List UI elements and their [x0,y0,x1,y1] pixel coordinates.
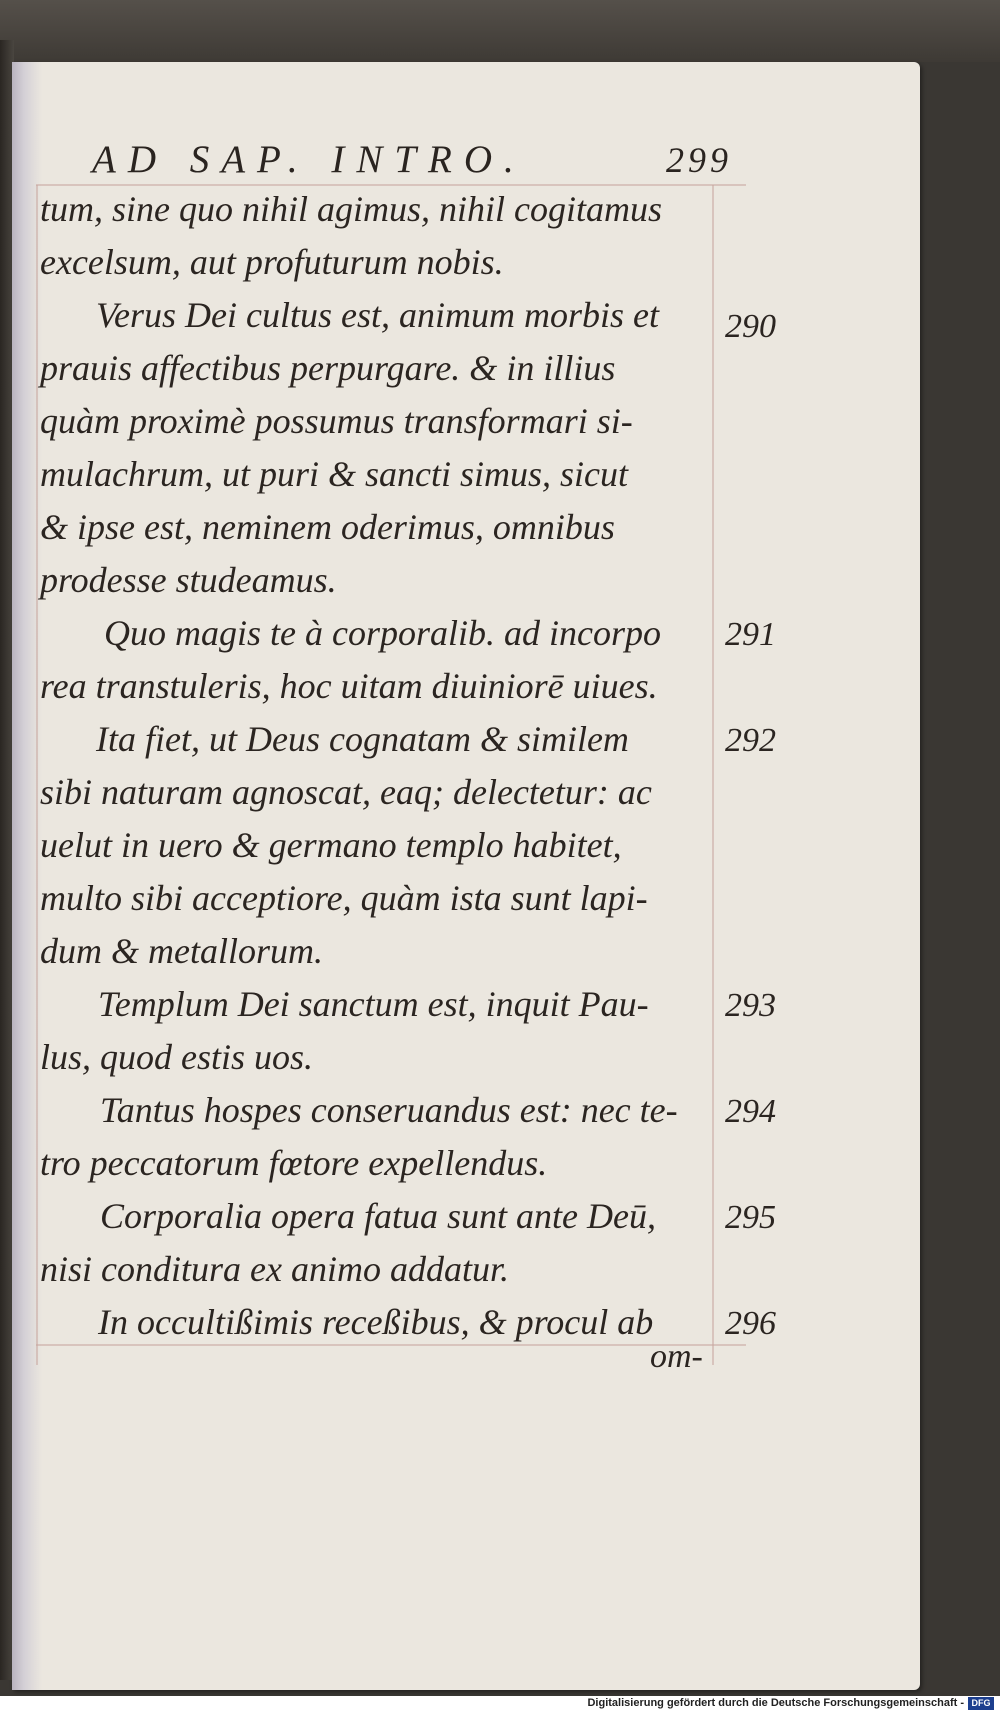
text-line: lus, quod estis uos. [40,1037,314,1077]
text-line: Verus Dei cultus est, animum morbis et [96,295,659,335]
text-line: In occultißimis receßibus, & procul ab [98,1302,654,1342]
dfg-logo: DFG [968,1697,994,1710]
page-header [92,137,732,187]
text-line: & ipse est, neminem oderimus, omnibus [40,507,615,547]
text-line: tro peccatorum fœtore expellendus. [40,1143,548,1183]
text-line: Corporalia opera fatua sunt ante Deū, [100,1196,656,1236]
text-line: Tantus hospes conseruandus est: nec te- [100,1090,678,1130]
text-line: quàm proximè possumus transformari si- [40,401,633,441]
ruling-vertical-right [712,185,714,1365]
text-line: Quo magis te à corporalib. ad incorpo [104,613,661,653]
ruling-vertical-left [36,185,38,1365]
text-line: nisi conditura ex animo addatur. [40,1249,509,1289]
text-line: multo sibi acceptiore, quàm ista sunt lapi- [40,878,648,918]
running-title: AD SAP. INTRO. [92,138,526,181]
catchword: om- [650,1338,703,1375]
text-line: prodesse studeamus. [40,560,337,600]
text-line: rea transtuleris, hoc uitam diuiniorē uiues. [40,666,658,706]
page-number: 299 [666,140,732,180]
text-line: prauis affectibus perpurgare. & in illius [40,348,616,388]
margin-number: 296 [725,1305,776,1342]
book-cover-edge [0,0,1000,62]
margin-number: 293 [725,987,776,1024]
footer-credit: Digitalisierung gefördert durch die Deutsche Forschungsgemeinschaft - [587,1697,964,1709]
margin-number: 294 [725,1093,776,1130]
ruling-horizontal-bottom [36,1344,746,1346]
text-line: excelsum, aut profuturum nobis. [40,242,504,282]
text-line: sibi naturam agnoscat, eaq; delectetur: ac [40,772,652,812]
margin-number: 292 [725,722,776,759]
margin-number: 291 [725,616,776,653]
text-line: Ita fiet, ut Deus cognatam & similem [96,719,629,759]
text-line: Templum Dei sanctum est, inquit Pau- [98,984,649,1024]
text-line: uelut in uero & germano templo habitet, [40,825,622,865]
margin-number: 295 [725,1199,776,1236]
text-line: tum, sine quo nihil agimus, nihil cogitamus [40,189,663,229]
text-line: dum & metallorum. [40,931,323,971]
margin-number: 290 [725,308,776,345]
text-line: mulachrum, ut puri & sancti simus, sicut [40,454,629,494]
